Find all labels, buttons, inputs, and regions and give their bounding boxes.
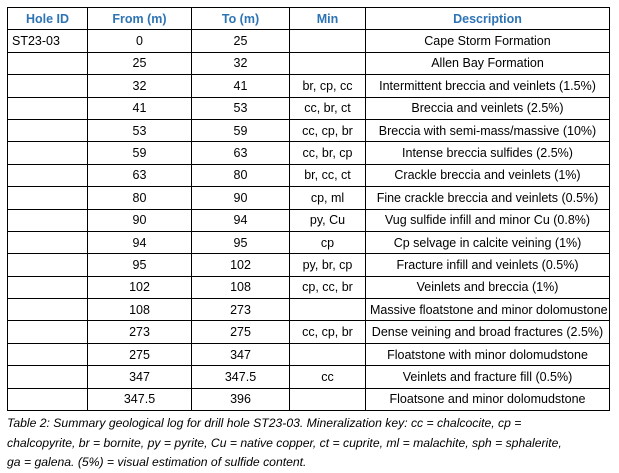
cell-to: 94 xyxy=(192,209,290,231)
cell-hole-id xyxy=(8,299,88,321)
cell-min: cc, cp, br xyxy=(290,321,366,343)
header-hole-id: Hole ID xyxy=(8,8,88,30)
cell-description: Fine crackle breccia and veinlets (0.5%) xyxy=(366,187,610,209)
cell-to: 25 xyxy=(192,30,290,52)
cell-from: 90 xyxy=(88,209,192,231)
header-min: Min xyxy=(290,8,366,30)
cell-hole-id xyxy=(8,97,88,119)
table-row xyxy=(8,97,610,119)
cell-description: Intense breccia sulfides (2.5%) xyxy=(366,142,610,164)
cell-hole-id xyxy=(8,142,88,164)
table-row xyxy=(8,209,610,231)
cell-description: Cp selvage in calcite veining (1%) xyxy=(366,231,610,253)
cell-description: Floatstone with minor dolomudstone xyxy=(366,343,610,365)
cell-hole-id xyxy=(8,187,88,209)
table-header-row xyxy=(8,8,610,30)
table-row xyxy=(8,164,610,186)
cell-min: cc, br, ct xyxy=(290,97,366,119)
cell-hole-id xyxy=(8,388,88,410)
cell-to: 108 xyxy=(192,276,290,298)
cell-min: br, cc, ct xyxy=(290,164,366,186)
cell-from: 108 xyxy=(88,299,192,321)
cell-from: 63 xyxy=(88,164,192,186)
cell-from: 347 xyxy=(88,366,192,388)
table-row xyxy=(8,52,610,74)
cell-description: Fracture infill and veinlets (0.5%) xyxy=(366,254,610,276)
cell-from: 25 xyxy=(88,52,192,74)
cell-from: 32 xyxy=(88,75,192,97)
cell-from: 95 xyxy=(88,254,192,276)
cell-description: Veinlets and fracture fill (0.5%) xyxy=(366,366,610,388)
cell-min: cc, cp, br xyxy=(290,119,366,141)
cell-hole-id xyxy=(8,209,88,231)
cell-hole-id: ST23-03 xyxy=(8,30,88,52)
table-row xyxy=(8,187,610,209)
cell-to: 275 xyxy=(192,321,290,343)
cell-to: 80 xyxy=(192,164,290,186)
cell-description: Vug sulfide infill and minor Cu (0.8%) xyxy=(366,209,610,231)
cell-hole-id xyxy=(8,52,88,74)
cell-hole-id xyxy=(8,321,88,343)
cell-min xyxy=(290,343,366,365)
table-row xyxy=(8,231,610,253)
drill-log-table xyxy=(7,7,610,411)
cell-min xyxy=(290,52,366,74)
cell-from: 275 xyxy=(88,343,192,365)
cell-to: 273 xyxy=(192,299,290,321)
cell-to: 95 xyxy=(192,231,290,253)
header-description: Description xyxy=(366,8,610,30)
cell-from: 41 xyxy=(88,97,192,119)
cell-min: br, cp, cc xyxy=(290,75,366,97)
cell-from: 102 xyxy=(88,276,192,298)
cell-description: Cape Storm Formation xyxy=(366,30,610,52)
cell-from: 80 xyxy=(88,187,192,209)
cell-from: 59 xyxy=(88,142,192,164)
table-row xyxy=(8,299,610,321)
cell-min xyxy=(290,299,366,321)
cell-description: Intermittent breccia and veinlets (1.5%) xyxy=(366,75,610,97)
cell-description: Veinlets and breccia (1%) xyxy=(366,276,610,298)
cell-to: 396 xyxy=(192,388,290,410)
cell-hole-id xyxy=(8,164,88,186)
cell-from: 273 xyxy=(88,321,192,343)
table-row xyxy=(8,119,610,141)
table-row xyxy=(8,366,610,388)
cell-min: cp, cc, br xyxy=(290,276,366,298)
cell-hole-id xyxy=(8,254,88,276)
cell-to: 90 xyxy=(192,187,290,209)
table-row xyxy=(8,254,610,276)
cell-min: py, Cu xyxy=(290,209,366,231)
table-body xyxy=(8,30,610,411)
cell-to: 63 xyxy=(192,142,290,164)
header-from: From (m) xyxy=(88,8,192,30)
cell-to: 347.5 xyxy=(192,366,290,388)
cell-to: 347 xyxy=(192,343,290,365)
document xyxy=(7,7,609,473)
cell-hole-id xyxy=(8,119,88,141)
header-to: To (m) xyxy=(192,8,290,30)
cell-description: Crackle breccia and veinlets (1%) xyxy=(366,164,610,186)
cell-from: 0 xyxy=(88,30,192,52)
table-row xyxy=(8,142,610,164)
cell-description: Allen Bay Formation xyxy=(366,52,610,74)
table-row xyxy=(8,276,610,298)
caption-line: ga = galena. (5%) = visual estimation of sulfide content. xyxy=(7,455,307,470)
cell-description: Dense veining and broad fractures (2.5%) xyxy=(366,321,610,343)
cell-to: 53 xyxy=(192,97,290,119)
cell-min: cp, ml xyxy=(290,187,366,209)
table-row xyxy=(8,75,610,97)
cell-min: cc xyxy=(290,366,366,388)
cell-from: 347.5 xyxy=(88,388,192,410)
cell-description: Floatsone and minor dolomudstone xyxy=(366,388,610,410)
cell-description: Massive floatstone and minor dolomustone xyxy=(366,299,610,321)
cell-to: 32 xyxy=(192,52,290,74)
cell-min xyxy=(290,388,366,410)
table-row xyxy=(8,321,610,343)
cell-description: Breccia and veinlets (2.5%) xyxy=(366,97,610,119)
cell-hole-id xyxy=(8,343,88,365)
table-row xyxy=(8,343,610,365)
cell-to: 102 xyxy=(192,254,290,276)
cell-hole-id xyxy=(8,231,88,253)
cell-to: 59 xyxy=(192,119,290,141)
cell-from: 53 xyxy=(88,119,192,141)
table-row xyxy=(8,30,610,52)
table-caption xyxy=(7,414,619,473)
caption-line: chalcopyrite, br = bornite, py = pyrite, Cu = native copper, ct = cuprite, ml = malachite, sph = sphalerite, xyxy=(7,435,562,450)
cell-min: cc, br, cp xyxy=(290,142,366,164)
cell-to: 41 xyxy=(192,75,290,97)
caption-line: Table 2: Summary geological log for drill hole ST23-03. Mineralization key: cc = chalcocite, cp = xyxy=(7,416,522,431)
table-row xyxy=(8,388,610,410)
cell-hole-id xyxy=(8,366,88,388)
cell-min xyxy=(290,30,366,52)
cell-description: Breccia with semi-mass/massive (10%) xyxy=(366,119,610,141)
cell-min: py, br, cp xyxy=(290,254,366,276)
cell-min: cp xyxy=(290,231,366,253)
cell-hole-id xyxy=(8,276,88,298)
cell-hole-id xyxy=(8,75,88,97)
cell-from: 94 xyxy=(88,231,192,253)
